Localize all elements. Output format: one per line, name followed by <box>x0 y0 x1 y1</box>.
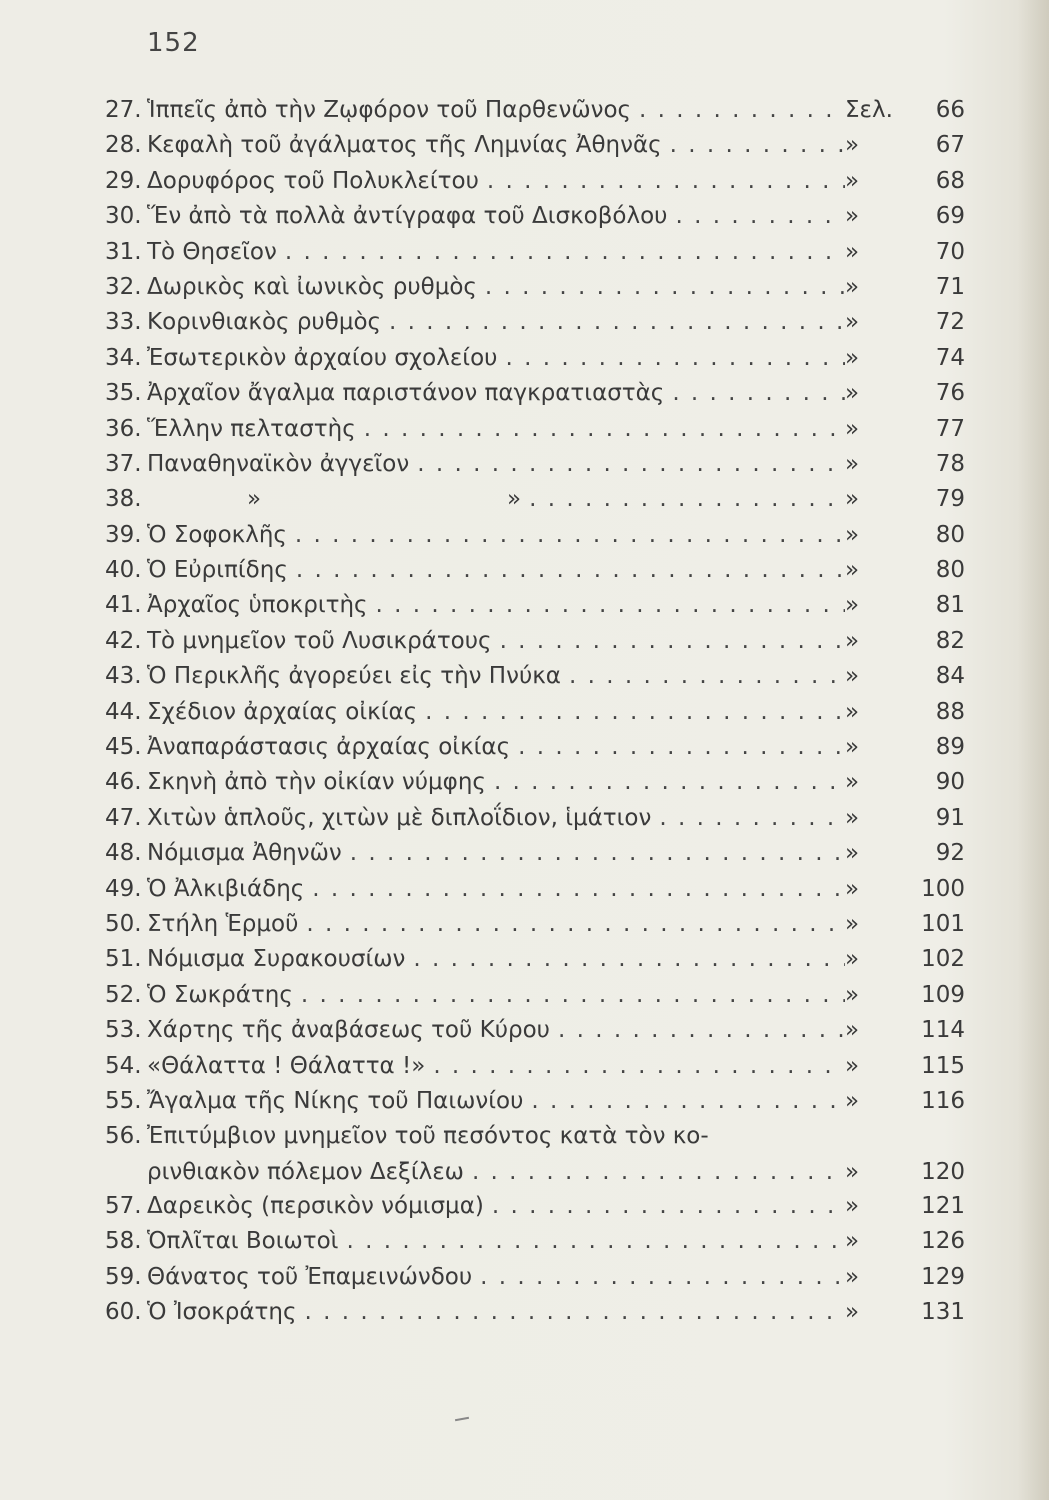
page-number-ref: 129 <box>921 1263 965 1290</box>
ditto-mark: » <box>845 238 860 265</box>
page-number-ref: 131 <box>921 1298 965 1325</box>
page-number-ref: 74 <box>935 344 965 371</box>
entry-number: 54. <box>105 1052 142 1079</box>
ditto-mark: » <box>845 1263 860 1290</box>
entry-title: Σχέδιον ἀρχαίας οἰκίας <box>147 698 418 725</box>
entry-title: » <box>247 486 262 513</box>
ditto-mark: » <box>845 627 860 654</box>
leader-dots <box>492 624 845 659</box>
entry-number: 39. <box>105 521 142 548</box>
page-reference <box>845 659 965 694</box>
page-reference <box>845 128 965 163</box>
entry-number: 38. <box>105 486 142 513</box>
list-item <box>105 412 965 447</box>
leader-dots <box>479 164 845 199</box>
entry-title: Χιτὼν ἁπλοῦς, χιτὼν μὲ διπλοΐδιον, ἱμάτιον <box>147 804 652 831</box>
page-reference <box>845 199 965 234</box>
page-number-ref: 91 <box>935 804 965 831</box>
page-number-ref: 102 <box>921 946 965 973</box>
list-item <box>105 1049 965 1084</box>
entry-number: 53. <box>105 1017 142 1044</box>
leader-dots <box>425 1049 845 1084</box>
list-item <box>105 978 965 1013</box>
entry-number: 58. <box>105 1228 142 1255</box>
list-item <box>105 518 965 553</box>
ditto-mark: » <box>845 875 860 902</box>
list-item <box>105 695 965 730</box>
ditto-mark: » <box>845 203 860 230</box>
list-item <box>105 801 965 836</box>
list-item <box>105 447 965 482</box>
entry-title: Δωρικὸς καὶ ἰωνικὸς ρυθμὸς <box>147 273 477 300</box>
entry-title: Κορινθιακὸς ρυθμὸς <box>147 309 382 336</box>
page-number-ref: 92 <box>935 840 965 867</box>
entry-number: 32. <box>105 273 142 300</box>
list-item <box>105 765 965 800</box>
page-reference <box>845 942 965 977</box>
list-item <box>105 199 965 234</box>
entry-title: Ἀρχαῖον ἄγαλμα παριστάνον παγκρατιαστὰς <box>147 380 665 407</box>
entry-title: Θάνατος τοῦ Ἐπαμεινώνδου <box>147 1263 473 1290</box>
entry-title-ditto: » <box>507 486 522 513</box>
leader-dots <box>464 1155 845 1189</box>
entry-number: 42. <box>105 627 142 654</box>
entry-title: Δορυφόρος τοῦ Πολυκλείτου <box>147 167 479 194</box>
list-item <box>105 482 965 517</box>
list-item <box>105 305 965 340</box>
leader-dots <box>662 128 845 163</box>
page-reference <box>845 305 965 340</box>
page-reference <box>845 1260 965 1295</box>
entry-title: Νόμισμα Ἀθηνῶν <box>147 840 342 867</box>
entry-number: 45. <box>105 734 142 761</box>
page-number-ref: 68 <box>935 167 965 194</box>
entry-number: 36. <box>105 415 142 442</box>
list-item <box>105 376 965 411</box>
entry-title: Νόμισμα Συρακουσίων <box>147 946 406 973</box>
page-number-ref: 101 <box>921 910 965 937</box>
ditto-mark: » <box>845 273 860 300</box>
list-item <box>105 341 965 376</box>
list-of-illustrations <box>105 93 965 1330</box>
entry-number: 40. <box>105 557 142 584</box>
ditto-mark: » <box>845 450 860 477</box>
entry-title: Ἕν ἀπὸ τὰ πολλὰ ἀντίγραφα τοῦ Δισκοβόλου <box>147 203 668 230</box>
page-number-ref: 70 <box>935 238 965 265</box>
ditto-mark: » <box>845 1087 860 1114</box>
list-item <box>105 164 965 199</box>
list-item <box>105 1224 965 1259</box>
list-item <box>105 836 965 871</box>
page-number-ref: 82 <box>935 627 965 654</box>
page-reference <box>845 978 965 1013</box>
page-reference <box>845 1013 965 1048</box>
entry-title: Ὁ Σοφοκλῆς <box>147 521 287 548</box>
ditto-mark: » <box>845 1298 860 1325</box>
ditto-mark: » <box>845 840 860 867</box>
ditto-mark: » <box>845 663 860 690</box>
leader-dots <box>497 341 845 376</box>
list-item <box>105 872 965 907</box>
page-reference <box>845 1155 965 1189</box>
page-reference <box>845 624 965 659</box>
entry-number: 59. <box>105 1263 142 1290</box>
ditto-mark: » <box>845 521 860 548</box>
page-number-ref: 126 <box>921 1228 965 1255</box>
ditto-mark: » <box>845 592 860 619</box>
page-reference <box>845 730 965 765</box>
ditto-mark: » <box>845 486 860 513</box>
entry-title: Ὁ Ἰσοκράτης <box>147 1298 297 1325</box>
entry-number: 57. <box>105 1192 142 1219</box>
page-number: 152 <box>147 28 200 58</box>
page-reference <box>845 447 965 482</box>
page-number-ref: 69 <box>935 203 965 230</box>
page-reference <box>845 836 965 871</box>
ditto-mark: » <box>845 309 860 336</box>
page-reference <box>845 1189 965 1224</box>
page-number-ref: 100 <box>921 875 965 902</box>
entry-title: Ὁπλῖται Βοιωτοὶ <box>147 1228 339 1255</box>
leader-dots <box>521 482 845 517</box>
ditto-mark: » <box>845 734 860 761</box>
entry-title: Ἕλλην πελταστὴς <box>147 415 356 442</box>
page-reference <box>845 907 965 942</box>
page-number-ref: 88 <box>935 698 965 725</box>
page-number-ref: 71 <box>935 273 965 300</box>
page-reference <box>845 1084 965 1119</box>
leader-dots <box>405 942 845 977</box>
ditto-mark: » <box>845 804 860 831</box>
entry-title: Δαρεικὸς (περσικὸν νόμισμα) <box>147 1192 484 1219</box>
ditto-mark: » <box>845 344 860 371</box>
list-item <box>105 624 965 659</box>
page-number-ref: 66 <box>935 97 965 123</box>
page-number-ref: 84 <box>935 663 965 690</box>
page-number-ref: 81 <box>935 592 965 619</box>
entry-number: 49. <box>105 875 142 902</box>
entry-title: Ἄγαλμα τῆς Νίκης τοῦ Παιωνίου <box>147 1087 524 1114</box>
page-number-ref: 80 <box>935 557 965 584</box>
page-reference <box>845 695 965 730</box>
leader-dots <box>338 1224 845 1259</box>
leader-dots <box>296 1295 845 1330</box>
page-reference <box>845 518 965 553</box>
page-reference <box>845 588 965 623</box>
page-number-ref: 78 <box>935 450 965 477</box>
leader-dots <box>417 695 845 730</box>
entry-number: 31. <box>105 238 142 265</box>
page-reference <box>845 93 965 128</box>
leader-dots <box>472 1260 845 1295</box>
leader-dots <box>523 1084 845 1119</box>
page-reference <box>845 872 965 907</box>
page-number-ref: 116 <box>921 1087 965 1114</box>
entry-title: Κεφαλὴ τοῦ ἀγάλματος τῆς Λημνίας Ἀθηνᾶς <box>147 132 662 159</box>
list-item <box>105 270 965 305</box>
pencil-mark <box>455 1417 469 1421</box>
list-item <box>105 1260 965 1295</box>
entry-number: 44. <box>105 698 142 725</box>
list-item <box>105 942 965 977</box>
page-number-ref: 79 <box>935 486 965 513</box>
list-item <box>105 235 965 270</box>
page-reference <box>845 270 965 305</box>
entry-number: 50. <box>105 910 142 937</box>
ditto-mark: » <box>845 132 860 159</box>
page-reference <box>845 553 965 588</box>
page-number-ref: 109 <box>921 981 965 1008</box>
list-item <box>105 1119 965 1154</box>
entry-number: 52. <box>105 981 142 1008</box>
entry-title: Τὸ μνημεῖον τοῦ Λυσικράτους <box>147 627 492 654</box>
entry-number: 35. <box>105 380 142 407</box>
page-number-ref: 67 <box>935 132 965 159</box>
page-number-ref: 120 <box>921 1158 965 1185</box>
page-number-ref: 121 <box>921 1192 965 1219</box>
ditto-mark: » <box>845 380 860 407</box>
entry-number: 43. <box>105 663 142 690</box>
entry-title: Παναθηναϊκὸν ἀγγεῖον <box>147 450 410 477</box>
entry-title: Τὸ Θησεῖον <box>147 238 277 265</box>
page-reference <box>845 235 965 270</box>
page-reference <box>845 1224 965 1259</box>
entry-number: 33. <box>105 309 142 336</box>
entry-number: 60. <box>105 1298 142 1325</box>
entry-number: 34. <box>105 344 142 371</box>
page-reference <box>845 801 965 836</box>
leader-dots <box>667 199 845 234</box>
leader-dots <box>288 553 845 588</box>
entry-number: 51. <box>105 946 142 973</box>
leader-dots <box>368 588 845 623</box>
leader-dots <box>342 836 845 871</box>
leader-dots <box>486 765 845 800</box>
list-item <box>105 1084 965 1119</box>
entry-title: «Θάλαττα ! Θάλαττα !» <box>147 1052 426 1079</box>
entry-title: Ἀναπαράστασις ἀρχαίας οἰκίας <box>147 734 511 761</box>
list-item <box>105 93 965 128</box>
leader-dots <box>293 978 845 1013</box>
leader-dots <box>381 305 845 340</box>
leader-dots <box>298 907 845 942</box>
leader-dots <box>631 93 845 128</box>
list-item <box>105 553 965 588</box>
page-number-ref: 90 <box>935 769 965 796</box>
entry-title: Ὁ Σωκράτης <box>147 981 293 1008</box>
ditto-mark: » <box>845 1228 860 1255</box>
page-number-ref: 76 <box>935 380 965 407</box>
list-item <box>105 659 965 694</box>
page-reference <box>845 341 965 376</box>
ditto-mark: » <box>845 946 860 973</box>
page-reference <box>845 412 965 447</box>
leader-dots <box>287 518 845 553</box>
ditto-mark: » <box>845 910 860 937</box>
entry-title: Χάρτης τῆς ἀναβάσεως τοῦ Κύρου <box>147 1017 550 1044</box>
leader-dots <box>304 872 845 907</box>
ditto-mark: » <box>845 1158 860 1185</box>
leader-dots <box>277 235 845 270</box>
ditto-mark: » <box>845 769 860 796</box>
page-reference <box>845 765 965 800</box>
entry-title-continuation: ρινθιακὸν πόλεμον Δεξίλεω <box>147 1158 464 1185</box>
entry-title: Ἱππεῖς ἀπὸ τὴν Ζῳφόρον τοῦ Παρθενῶνος <box>147 97 632 123</box>
entry-number: 56. <box>105 1123 142 1150</box>
leader-dots <box>510 730 845 765</box>
leader-dots <box>561 659 845 694</box>
leader-dots <box>550 1013 845 1048</box>
ditto-mark: » <box>845 557 860 584</box>
entry-title: Ἀρχαῖος ὑποκριτὴς <box>147 592 368 619</box>
entry-number: 55. <box>105 1087 142 1114</box>
list-item <box>105 1013 965 1048</box>
page-number-ref: 115 <box>921 1052 965 1079</box>
ditto-mark: » <box>845 698 860 725</box>
page-number-ref: 114 <box>921 1017 965 1044</box>
ditto-mark: » <box>845 1017 860 1044</box>
leader-dots <box>409 447 845 482</box>
list-item <box>105 1295 965 1330</box>
list-item <box>105 588 965 623</box>
entry-title: Ὁ Εὐριπίδης <box>147 557 288 584</box>
list-item <box>105 730 965 765</box>
page-reference <box>845 482 965 517</box>
list-item <box>105 907 965 942</box>
entry-number: 28. <box>105 132 142 159</box>
page-reference <box>845 376 965 411</box>
entry-number: 27. <box>105 97 142 123</box>
ditto-mark: » <box>845 415 860 442</box>
list-item-continuation <box>105 1155 965 1189</box>
leader-dots <box>356 412 845 447</box>
page-number-ref: 77 <box>935 415 965 442</box>
entry-number: 41. <box>105 592 142 619</box>
ditto-mark: » <box>845 981 860 1008</box>
entry-number: 47. <box>105 804 142 831</box>
page-reference <box>845 1049 965 1084</box>
ditto-mark: » <box>845 1192 860 1219</box>
page-reference <box>845 1295 965 1330</box>
leader-dots <box>651 801 845 836</box>
entry-number: 30. <box>105 203 142 230</box>
page-number-ref: 72 <box>935 309 965 336</box>
page-number-ref: 80 <box>935 521 965 548</box>
entry-title: Ὁ Περικλῆς ἀγορεύει εἰς τὴν Πνύκα <box>147 663 561 690</box>
entry-title: Ἐσωτερικὸν ἀρχαίου σχολείου <box>147 344 498 371</box>
page-reference <box>845 164 965 199</box>
ditto-mark: Σελ. <box>845 97 893 123</box>
leader-dots <box>664 376 845 411</box>
ditto-mark: » <box>845 1052 860 1079</box>
entry-title: Ἐπιτύμβιον μνημεῖον τοῦ πεσόντος κατὰ τὸν κο- <box>147 1123 709 1150</box>
entry-number: 48. <box>105 840 142 867</box>
page-number-ref: 89 <box>935 734 965 761</box>
list-item <box>105 128 965 163</box>
leader-dots <box>484 1189 845 1224</box>
entry-title: Ὁ Ἀλκιβιάδης <box>147 875 305 902</box>
entry-number: 37. <box>105 450 142 477</box>
ditto-mark: » <box>845 167 860 194</box>
entry-number: 46. <box>105 769 142 796</box>
entry-title: Σκηνὴ ἀπὸ τὴν οἰκίαν νύμφης <box>147 769 486 796</box>
list-item <box>105 1189 965 1224</box>
entry-number: 29. <box>105 167 142 194</box>
leader-dots <box>477 270 845 305</box>
entry-title: Στήλη Ἑρμοῦ <box>147 910 299 937</box>
